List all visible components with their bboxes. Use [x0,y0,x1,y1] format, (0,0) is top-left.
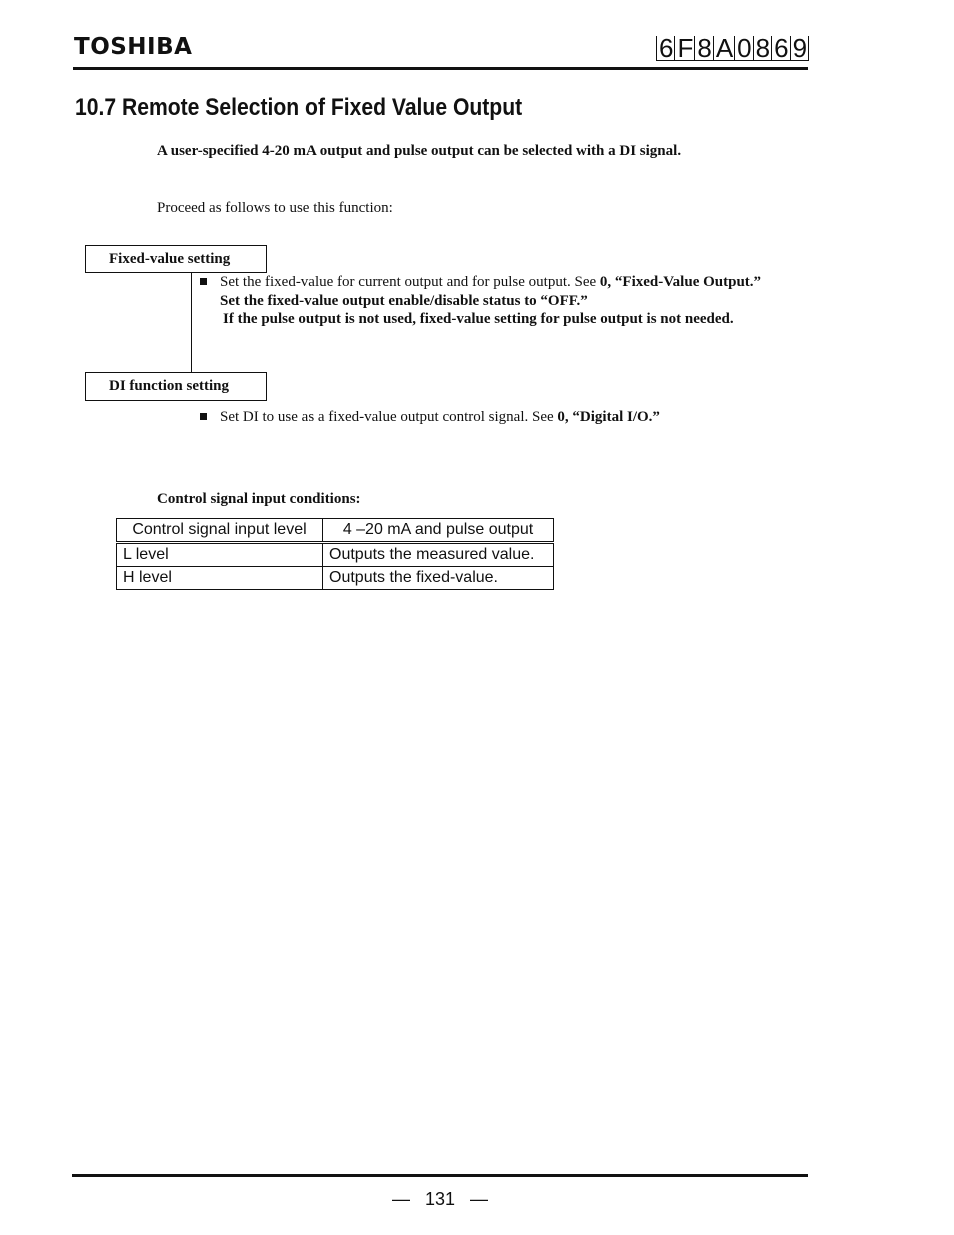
section-title: 10.7 Remote Selection of Fixed Value Output [75,94,523,121]
step-label: Fixed-value setting [109,251,231,267]
bullet-plain: Set the fixed-value for current output and for pulse output. See [220,274,600,290]
doc-char: 6 [771,36,789,61]
brand-logo: TOSHIBA [74,34,193,60]
step-bullet-di-function [200,408,770,427]
bullet-plain: Set DI to use as a fixed-value output control signal. See [220,409,558,425]
bullet-note: If the pulse output is not used, fixed-value setting for pulse output is not needed. [223,311,734,327]
page-number: — 131 — [391,1189,489,1209]
footer-rule [72,1174,808,1177]
step-box-di-function [85,372,267,401]
bullet-reference: 0, “Digital I/O.” [557,409,660,425]
bullet-reference: 0, “Fixed-Value Output.” Set the fixed-value output enable/disable status to “OFF.” [220,274,762,309]
table-header-cell: 4 –20 mA and pulse output [323,519,554,543]
step-bullet-fixed-value [200,273,770,329]
document-number [656,33,809,64]
doc-char: 6 [656,36,674,61]
bullet-text [220,408,770,427]
table-row [117,567,554,590]
control-conditions-label: Control signal input conditions: [157,491,361,507]
control-signal-table [116,518,554,590]
doc-char: A [713,36,734,61]
doc-char: F [674,36,694,61]
bullet-text [220,273,770,329]
table-header-row [117,519,554,543]
doc-char: 8 [753,36,771,61]
section-intro: A user-specified 4-20 mA output and pulse output can be selected with a DI signal. [157,143,682,159]
step-label: DI function setting [109,378,230,394]
doc-char: 0 [734,36,752,61]
bullet-square-icon [200,278,207,285]
table-cell: L level [117,543,323,567]
flow-connector [191,272,192,372]
table-cell: Outputs the measured value. [323,543,554,567]
table-header-cell: Control signal input level [117,519,323,543]
header-rule [73,67,808,70]
doc-char: 9 [790,36,809,61]
doc-char: 8 [694,36,712,61]
table-cell: H level [117,567,323,590]
table-cell: Outputs the fixed-value. [323,567,554,590]
table-row [117,543,554,567]
proceed-text: Proceed as follows to use this function: [157,200,393,216]
step-box-fixed-value [85,245,267,273]
bullet-square-icon [200,413,207,420]
